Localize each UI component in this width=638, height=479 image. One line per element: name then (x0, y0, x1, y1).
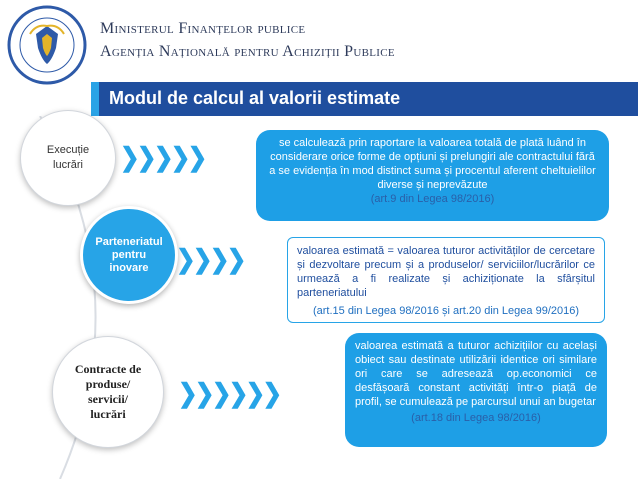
chevron-right-icon: ❯❯❯❯❯ (120, 142, 205, 172)
legal-reference: (art.15 din Legea 98/2016 și art.20 din Legea 99/2016) (312, 305, 580, 317)
chevron-right-icon: ❯❯❯❯❯❯ (178, 378, 280, 408)
category-label-line: Parteneriatul (95, 235, 163, 248)
description-contracte (345, 333, 607, 447)
description-text: se calculează prin raportare la valoarea totală de plată luând în considerare orice forme de opțiuni și prelungiri ale contractului fără a se evidenția în mod distinct suma și procentul aferent cheltuielilor diverse și neprevăzute (269, 137, 596, 191)
description-parteneriat (287, 237, 605, 323)
category-label-line: Contracte de (74, 362, 142, 376)
agency-name: Agenția Națională pentru Achiziții Publice (100, 43, 395, 60)
category-circle-contracte (52, 336, 164, 448)
category-label-line: produse/ (85, 377, 131, 391)
title-bar (91, 82, 638, 116)
description-text: valoarea estimată a tuturor achizițiilor cu același obiect sau destinate utilizării identice ori similare ori care se adresează op.economici ce desfășoară constant activități într-o piață de profil, se cumulează pe parcursul unui an bugetar (355, 340, 597, 408)
description-text: valoarea estimată = valoarea tuturor activităților de cercetare și dezvoltare precum și a produselor/ serviciilor/lucrărilor ce urmează a fi realizate și achiziționate la sfârșitul parteneriatului (297, 245, 595, 299)
description-executie (256, 130, 609, 221)
category-label-line: servicii/ (88, 392, 128, 406)
category-circle-parteneriat (80, 206, 178, 304)
category-label-line: lucrări (53, 159, 83, 171)
category-label-line: pentru (111, 248, 147, 261)
page-title: Modul de calcul al valorii estimate (109, 88, 401, 108)
category-circle-executie (20, 110, 116, 206)
legal-reference: (art.18 din Legea 98/2016) (411, 412, 541, 424)
category-label-line: Execuție (46, 144, 90, 156)
government-logo (6, 4, 88, 86)
legal-reference: (art.9 din Legea 98/2016) (370, 193, 495, 205)
category-label-line: inovare (109, 261, 149, 274)
chevron-right-icon: ❯❯❯❯ (176, 244, 244, 274)
ministry-name: Ministerul Finanțelor publice (100, 20, 306, 37)
category-label-line: lucrări (90, 407, 126, 421)
